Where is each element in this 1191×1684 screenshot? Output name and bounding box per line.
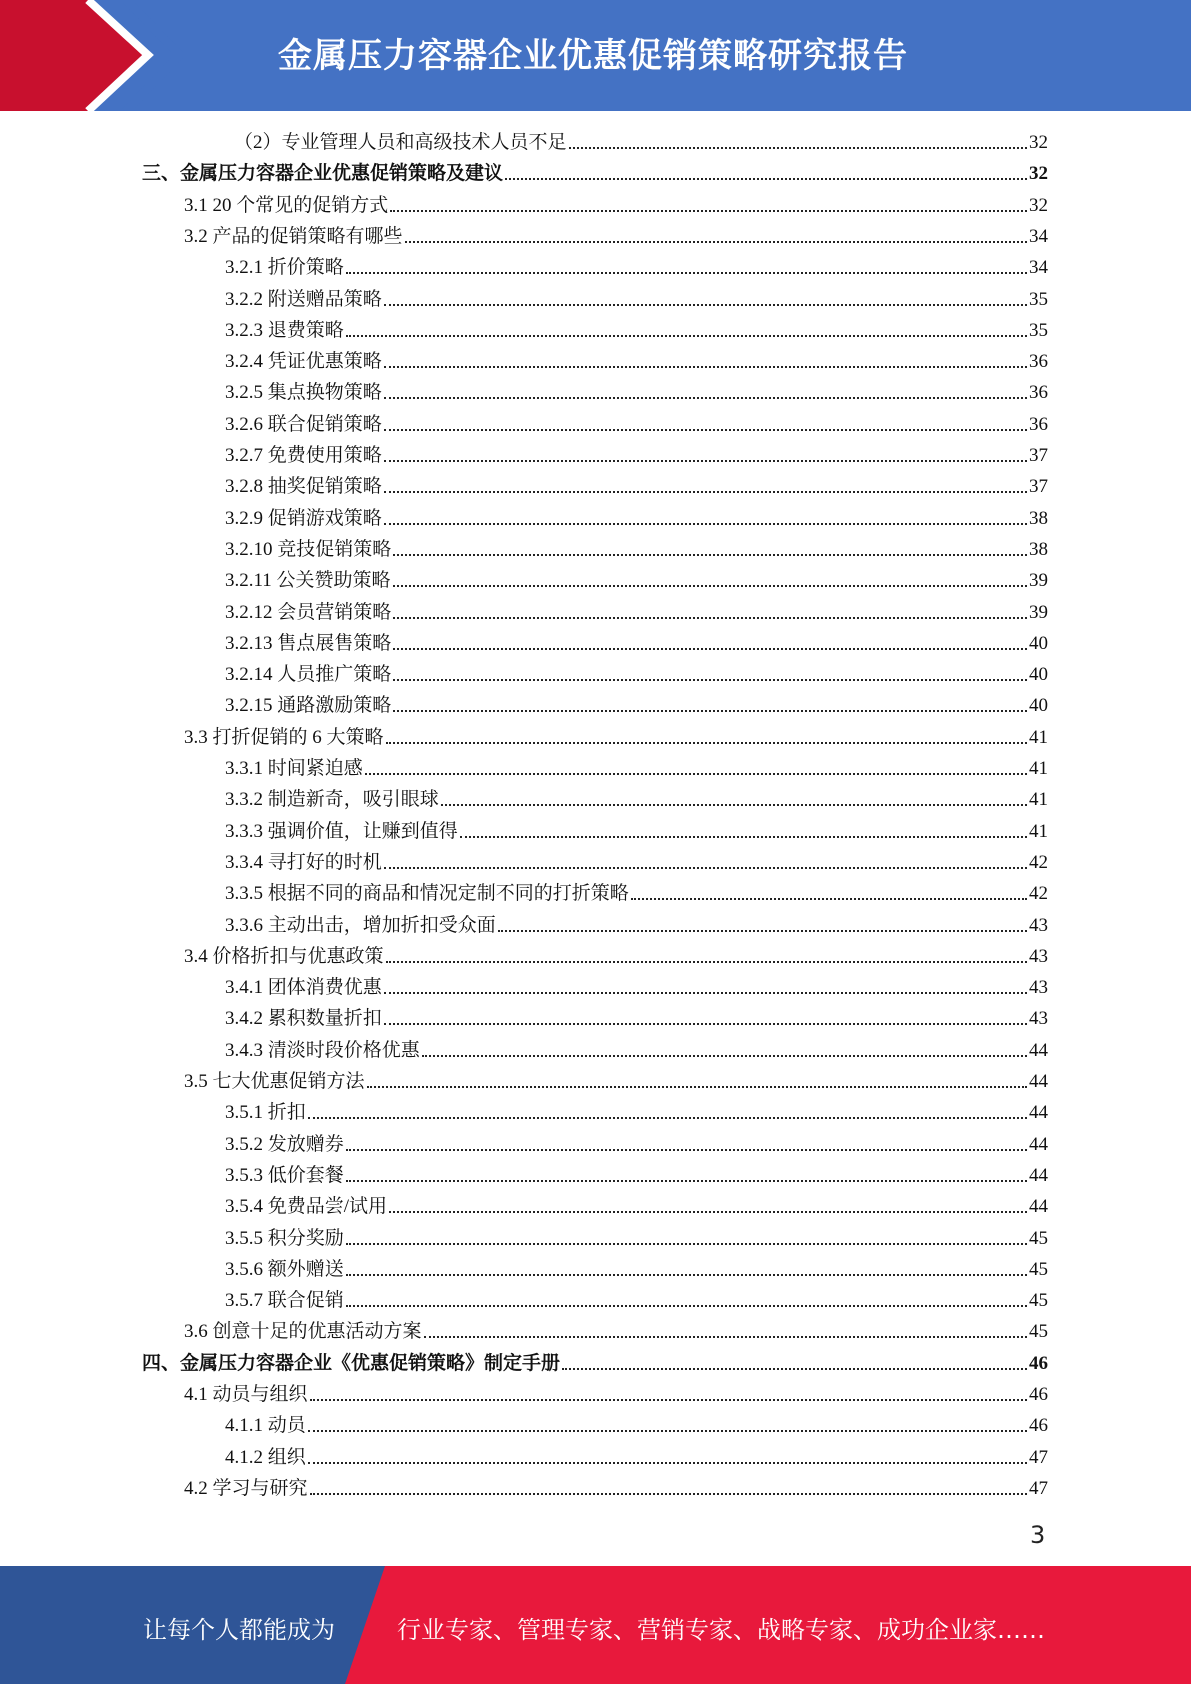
- toc-entry-page: 34: [1029, 257, 1048, 279]
- toc-entry-page: 41: [1029, 789, 1048, 811]
- toc-dot-leader: [384, 503, 1027, 525]
- toc-entry-label: 三、金属压力容器企业优惠促销策略及建议: [142, 163, 504, 185]
- toc-dot-leader: [346, 1160, 1027, 1182]
- toc-entry-label: 3.4.1 团体消费优惠: [225, 977, 382, 999]
- toc-entry-label: 3.1 20 个常见的促销方式: [184, 194, 389, 216]
- toc-dot-leader: [384, 440, 1027, 462]
- toc-entry-page: 32: [1029, 132, 1048, 153]
- toc-dot-leader: [384, 847, 1027, 869]
- toc-entry-label: 3.2.8 抽奖促销策略: [225, 476, 382, 498]
- toc-entry-label: 3.5.5 积分奖励: [225, 1227, 344, 1249]
- toc-dot-leader: [422, 1035, 1027, 1057]
- toc-entry-label: 4.1.1 动员: [225, 1415, 306, 1437]
- toc-entry[interactable]: [225, 1223, 1048, 1254]
- toc-entry[interactable]: [225, 597, 1048, 628]
- toc-entry-page: 32: [1029, 194, 1048, 216]
- toc-entry-label: 3.5.7 联合促销: [225, 1290, 344, 1312]
- toc-entry-label: （2）专业管理人员和高级技术人员不足: [234, 132, 567, 153]
- toc-entry-page: 36: [1029, 382, 1048, 404]
- toc-entry[interactable]: [184, 1066, 1048, 1097]
- toc-entry-label: 3.2.1 折价策略: [225, 257, 344, 279]
- toc-dot-leader: [424, 1316, 1027, 1338]
- toc-dot-leader: [308, 1097, 1027, 1119]
- toc-entry[interactable]: [225, 1410, 1048, 1441]
- toc-entry-page: 36: [1029, 413, 1048, 435]
- footer-slogan-left: 让每个人都能成为: [143, 1616, 335, 1644]
- toc-entry[interactable]: [225, 1285, 1048, 1316]
- toc-entry-page: 46: [1029, 1415, 1048, 1437]
- page-header: [0, 0, 1191, 111]
- toc-entry-label: 3.2.10 竞技促销策略: [225, 538, 392, 560]
- toc-entry-page: 41: [1029, 726, 1048, 748]
- toc-entry-page: 37: [1029, 476, 1048, 498]
- toc-entry-label: 4.2 学习与研究: [184, 1477, 308, 1499]
- toc-dot-leader: [393, 628, 1027, 650]
- toc-dot-leader: [562, 1348, 1027, 1370]
- toc-entry-label: 3.2.9 促销游戏策略: [225, 507, 382, 529]
- toc-entry-page: 44: [1029, 1102, 1048, 1124]
- footer-slogan-right: 行业专家、管理专家、营销专家、战略专家、成功企业家……: [397, 1616, 1045, 1644]
- toc-entry-label: 3.3 打折促销的 6 大策略: [184, 726, 384, 748]
- toc-entry-page: 42: [1029, 883, 1048, 905]
- toc-entry[interactable]: [225, 784, 1048, 815]
- toc-entry-page: 40: [1029, 664, 1048, 686]
- toc-dot-leader: [393, 690, 1027, 712]
- toc-dot-leader: [384, 471, 1027, 493]
- toc-dot-leader: [346, 252, 1027, 274]
- toc-dot-leader: [386, 941, 1027, 963]
- toc-entry[interactable]: [225, 1035, 1048, 1066]
- toc-entry-label: 3.3.2 制造新奇，吸引眼球: [225, 789, 439, 811]
- toc-entry-label: 3.2 产品的促销策略有哪些: [184, 225, 403, 247]
- toc-entry-page: 41: [1029, 758, 1048, 779]
- toc-entry-label: 3.2.13 售点展售策略: [225, 632, 392, 654]
- page-number: 3: [1030, 1521, 1046, 1549]
- toc-entry-label: 4.1 动员与组织: [184, 1384, 308, 1405]
- toc-entry-page: 39: [1029, 570, 1048, 592]
- toc-dot-leader: [384, 346, 1027, 368]
- toc-entry-page: 34: [1029, 225, 1048, 247]
- toc-entry[interactable]: [142, 158, 1048, 189]
- toc-entry-page: 37: [1029, 445, 1048, 466]
- toc-entry[interactable]: [225, 847, 1048, 878]
- toc-entry-page: 46: [1029, 1384, 1048, 1405]
- toc-entry[interactable]: [225, 252, 1048, 283]
- toc-entry[interactable]: [225, 1160, 1048, 1191]
- toc-entry-label: 3.2.11 公关赞助策略: [225, 570, 391, 592]
- toc-entry-label: 3.5 七大优惠促销方法: [184, 1071, 365, 1092]
- toc-entry-label: 3.3.1 时间紧迫感: [225, 758, 363, 779]
- toc-entry-page: 43: [1029, 977, 1048, 999]
- toc-entry-page: 41: [1029, 820, 1048, 842]
- toc-entry[interactable]: [225, 753, 1048, 784]
- toc-entry[interactable]: [184, 941, 1048, 972]
- toc-entry-label: 3.2.7 免费使用策略: [225, 445, 382, 466]
- toc-entry[interactable]: [225, 1097, 1048, 1128]
- toc-entry-page: 40: [1029, 695, 1048, 717]
- toc-entry-page: 39: [1029, 601, 1048, 623]
- toc-dot-leader: [393, 565, 1027, 587]
- toc-entry-page: 35: [1029, 288, 1048, 310]
- toc-dot-leader: [308, 1442, 1027, 1464]
- toc-dot-leader: [393, 659, 1027, 681]
- toc-entry-page: 38: [1029, 507, 1048, 529]
- toc-entry[interactable]: [225, 471, 1048, 502]
- toc-entry[interactable]: [225, 910, 1048, 941]
- toc-dot-leader: [346, 1285, 1027, 1307]
- toc-entry-page: 47: [1029, 1477, 1048, 1499]
- toc-dot-leader: [390, 190, 1027, 212]
- toc-dot-leader: [346, 1129, 1027, 1151]
- toc-entry-label: 3.2.6 联合促销策略: [225, 413, 382, 435]
- toc-dot-leader: [308, 1410, 1027, 1432]
- toc-dot-leader: [384, 409, 1027, 431]
- toc-entry-page: 38: [1029, 538, 1048, 560]
- toc-dot-leader: [346, 1254, 1027, 1276]
- toc-entry-page: 44: [1029, 1164, 1048, 1186]
- toc-dot-leader: [389, 1191, 1027, 1213]
- toc-entry[interactable]: [225, 690, 1048, 721]
- toc-dot-leader: [386, 722, 1027, 744]
- toc-entry-label: 3.2.4 凭证优惠策略: [225, 351, 382, 373]
- toc-entry-label: 3.2.12 会员营销策略: [225, 601, 392, 623]
- toc-entry-page: 40: [1029, 632, 1048, 654]
- toc-entry-label: 3.3.3 强调价值，让赚到值得: [225, 820, 458, 842]
- toc-entry[interactable]: [225, 1191, 1048, 1222]
- toc-entry-page: 43: [1029, 914, 1048, 936]
- toc-entry-label: 四、金属压力容器企业《优惠促销策略》制定手册: [142, 1352, 561, 1374]
- toc-dot-leader: [569, 127, 1027, 149]
- toc-entry[interactable]: [184, 190, 1048, 221]
- toc-entry-label: 3.5.3 低价套餐: [225, 1164, 344, 1186]
- toc-entry-label: 3.3.5 根据不同的商品和情况定制不同的打折策略: [225, 883, 629, 905]
- page-footer: [0, 1566, 1191, 1684]
- toc-dot-leader: [498, 910, 1027, 932]
- toc-entry-label: 3.5.6 额外赠送: [225, 1258, 344, 1280]
- toc-entry-page: 44: [1029, 1071, 1048, 1092]
- toc-dot-leader: [405, 221, 1027, 243]
- toc-entry[interactable]: [225, 1254, 1048, 1285]
- toc-entry[interactable]: [142, 1348, 1048, 1379]
- toc-entry-label: 3.4.2 累积数量折扣: [225, 1008, 382, 1030]
- toc-entry-label: 3.3.6 主动出击，增加折扣受众面: [225, 914, 496, 936]
- toc-entry-label: 3.4 价格折扣与优惠政策: [184, 945, 384, 967]
- toc-dot-leader: [384, 1003, 1027, 1025]
- toc-entry[interactable]: [225, 1003, 1048, 1034]
- toc-dot-leader: [310, 1473, 1027, 1495]
- toc-entry[interactable]: [225, 377, 1048, 408]
- toc-entry-page: 45: [1029, 1258, 1048, 1280]
- report-title: 金属压力容器企业优惠促销策略研究报告: [278, 36, 908, 76]
- toc-entry-label: 3.6 创意十足的优惠活动方案: [184, 1321, 422, 1343]
- toc-entry-label: 3.3.4 寻打好的时机: [225, 851, 382, 873]
- toc-entry[interactable]: [225, 878, 1048, 909]
- toc-dot-leader: [631, 878, 1027, 900]
- toc-entry-page: 32: [1029, 163, 1048, 185]
- toc-entry-label: 3.2.5 集点换物策略: [225, 382, 382, 404]
- toc-entry-label: 3.5.4 免费品尝/试用: [225, 1196, 388, 1218]
- toc-dot-leader: [365, 753, 1027, 775]
- toc-entry-page: 44: [1029, 1039, 1048, 1061]
- toc-entry[interactable]: [225, 440, 1048, 471]
- toc-entry[interactable]: [225, 534, 1048, 565]
- toc-dot-leader: [384, 284, 1027, 306]
- toc-entry[interactable]: [225, 1129, 1048, 1160]
- toc-entry-page: 35: [1029, 319, 1048, 341]
- toc-entry[interactable]: [184, 1379, 1048, 1410]
- toc-entry-page: 44: [1029, 1196, 1048, 1218]
- toc-entry-page: 45: [1029, 1290, 1048, 1312]
- toc-dot-leader: [393, 534, 1027, 556]
- toc-entry[interactable]: [225, 315, 1048, 346]
- toc-entry-label: 3.2.14 人员推广策略: [225, 664, 392, 686]
- toc-entry-page: 45: [1029, 1227, 1048, 1249]
- toc-entry[interactable]: [225, 972, 1048, 1003]
- toc-entry-label: 3.4.3 清淡时段价格优惠: [225, 1039, 420, 1061]
- toc-entry-page: 42: [1029, 851, 1048, 873]
- toc-entry-page: 46: [1029, 1352, 1048, 1374]
- toc-dot-leader: [384, 972, 1027, 994]
- toc-entry[interactable]: [225, 346, 1048, 377]
- toc-entry[interactable]: [225, 565, 1048, 596]
- toc-entry-label: 3.5.1 折扣: [225, 1102, 306, 1124]
- toc-entry-label: 3.5.2 发放赠券: [225, 1133, 344, 1155]
- toc-entry[interactable]: [184, 221, 1048, 252]
- toc-dot-leader: [310, 1379, 1027, 1401]
- toc-entry-page: 43: [1029, 945, 1048, 967]
- toc-dot-leader: [460, 816, 1027, 838]
- toc-entry[interactable]: [225, 503, 1048, 534]
- toc-entry[interactable]: [184, 722, 1048, 753]
- toc-dot-leader: [346, 315, 1027, 337]
- toc-dot-leader: [393, 597, 1027, 619]
- toc-entry-label: 3.2.15 通路激励策略: [225, 695, 392, 717]
- toc-entry[interactable]: [225, 284, 1048, 315]
- toc-entry-page: 45: [1029, 1321, 1048, 1343]
- toc-entry[interactable]: [184, 1316, 1048, 1347]
- toc-entry-label: 3.2.3 退费策略: [225, 319, 344, 341]
- toc-entry-page: 36: [1029, 351, 1048, 373]
- toc-entry-label: 3.2.2 附送赠品策略: [225, 288, 382, 310]
- toc-dot-leader: [384, 377, 1027, 399]
- toc-entry[interactable]: [225, 1442, 1048, 1473]
- toc-entry-label: 4.1.2 组织: [225, 1446, 306, 1468]
- toc-dot-leader: [505, 158, 1027, 180]
- toc-entry[interactable]: [225, 816, 1048, 847]
- toc-dot-leader: [441, 784, 1027, 806]
- toc-entry-page: 47: [1029, 1446, 1048, 1468]
- toc-entry[interactable]: [225, 628, 1048, 659]
- toc-entry[interactable]: [225, 659, 1048, 690]
- toc-entry-page: 44: [1029, 1133, 1048, 1155]
- toc-dot-leader: [367, 1066, 1027, 1088]
- toc-entry-page: 43: [1029, 1008, 1048, 1030]
- toc-entry[interactable]: [225, 409, 1048, 440]
- toc-entry[interactable]: [234, 127, 1048, 158]
- toc-dot-leader: [346, 1223, 1027, 1245]
- toc-entry[interactable]: [184, 1473, 1048, 1504]
